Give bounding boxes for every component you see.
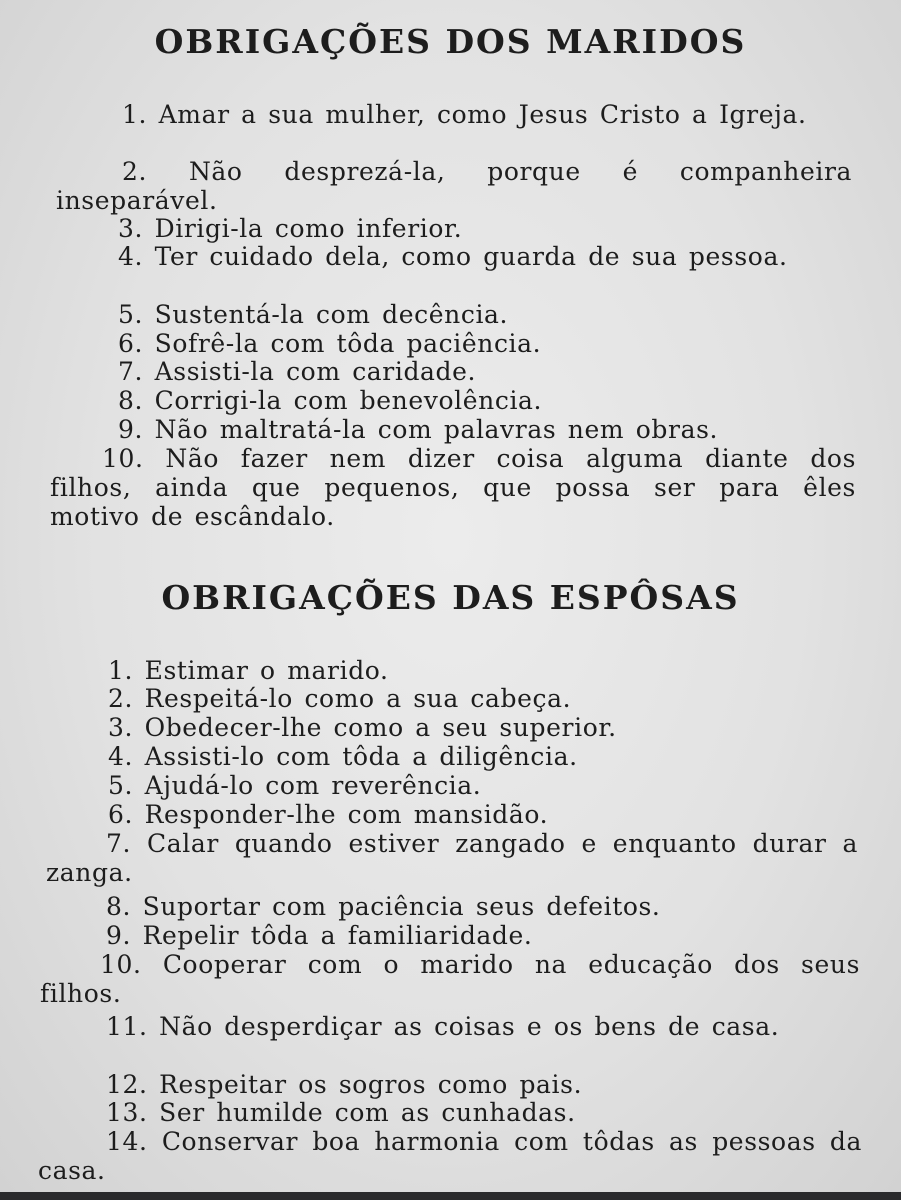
item-number: 10. <box>102 444 144 473</box>
item-number: 2. <box>108 684 134 713</box>
item-text: Assisti-lo com tôda a diligência. <box>144 742 578 771</box>
item-text: Calar quando estiver zangado e enquanto durar a zanga. <box>46 829 858 887</box>
item-text: Repelir tôda a familiaridade. <box>142 921 533 950</box>
item-number: 8. <box>118 386 144 415</box>
wives-item-4 <box>52 742 852 771</box>
item-number: 6. <box>118 329 144 358</box>
wives-item-12 <box>40 1070 860 1099</box>
husbands-item-1 <box>56 100 852 129</box>
item-text: Respeitá-lo como a sua cabeça. <box>144 684 572 713</box>
husbands-item-10 <box>50 444 856 531</box>
husbands-heading: OBRIGAÇÕES DOS MARIDOS <box>154 22 747 61</box>
husbands-item-7 <box>56 357 852 386</box>
item-text: Cooperar com o marido na educação dos seus filhos. <box>40 950 860 1008</box>
wives-item-11 <box>40 1012 860 1041</box>
item-text: Não fazer nem dizer coisa alguma diante dos filhos, ainda que pequenos, que possa ser para êles motivo de escândalo. <box>50 444 857 531</box>
item-number: 2. <box>122 157 148 186</box>
item-number: 9. <box>118 415 144 444</box>
wives-item-9 <box>46 921 858 950</box>
wives-item-1 <box>52 656 852 685</box>
item-number: 11. <box>106 1012 148 1041</box>
item-number: 4. <box>108 742 134 771</box>
husbands-item-3 <box>56 214 852 243</box>
item-text: Dirigi-la como inferior. <box>154 214 463 243</box>
item-number: 9. <box>106 921 132 950</box>
item-text: Estimar o marido. <box>144 656 389 685</box>
item-number: 7. <box>106 829 132 858</box>
item-text: Sofrê-la com tôda paciência. <box>154 329 542 358</box>
item-text: Assisti-la com caridade. <box>154 357 477 386</box>
husbands-item-9 <box>56 415 852 444</box>
item-text: Ser humilde com as cunhadas. <box>159 1098 576 1127</box>
item-number: 10. <box>100 950 142 979</box>
item-number: 6. <box>108 800 134 829</box>
husbands-item-4 <box>52 242 852 271</box>
item-number: 13. <box>106 1098 148 1127</box>
item-number: 14. <box>106 1127 148 1156</box>
wives-item-13 <box>40 1098 860 1127</box>
wives-item-14 <box>38 1127 862 1185</box>
wives-item-8 <box>46 892 858 921</box>
item-text: Responder-lhe com mansidão. <box>144 800 549 829</box>
item-text: Não desprezá-la, porque é companheira inseparável. <box>56 157 853 215</box>
item-text: Corrigi-la com benevolência. <box>154 386 543 415</box>
wives-item-2 <box>52 684 852 713</box>
wives-item-7 <box>46 829 858 887</box>
wives-item-10 <box>40 950 860 1008</box>
husbands-item-6 <box>56 329 852 358</box>
item-number: 1. <box>108 656 134 685</box>
item-number: 4. <box>118 242 144 271</box>
item-number: 3. <box>108 713 134 742</box>
item-number: 3. <box>118 214 144 243</box>
item-text: Conservar boa harmonia com tôdas as pessoas da casa. <box>38 1127 863 1185</box>
wives-heading: OBRIGAÇÕES DAS ESPÔSAS <box>161 578 740 617</box>
wives-item-3 <box>52 713 852 742</box>
item-number: 7. <box>118 357 144 386</box>
item-number: 8. <box>106 892 132 921</box>
item-text: Ajudá-lo com reverência. <box>144 771 482 800</box>
item-text: Amar a sua mulher, como Jesus Cristo a Igreja. <box>158 100 807 129</box>
item-text: Suportar com paciência seus defeitos. <box>142 892 661 921</box>
item-text: Não desperdiçar as coisas e os bens de casa. <box>159 1012 780 1041</box>
item-number: 5. <box>118 300 144 329</box>
item-text: Não maltratá-la com palavras nem obras. <box>154 415 719 444</box>
wives-item-5 <box>52 771 852 800</box>
husbands-item-8 <box>56 386 852 415</box>
item-text: Obedecer-lhe como a seu superior. <box>144 713 617 742</box>
item-number: 5. <box>108 771 134 800</box>
item-text: Ter cuidado dela, como guarda de sua pessoa. <box>154 242 788 271</box>
husbands-item-5 <box>56 300 852 329</box>
husbands-item-2 <box>56 157 852 215</box>
item-text: Respeitar os sogros como pais. <box>159 1070 583 1099</box>
item-number: 1. <box>122 100 148 129</box>
item-text: Sustentá-la com decência. <box>154 300 509 329</box>
bottom-edge <box>0 1192 901 1200</box>
wives-item-6 <box>52 800 852 829</box>
item-number: 12. <box>106 1070 148 1099</box>
